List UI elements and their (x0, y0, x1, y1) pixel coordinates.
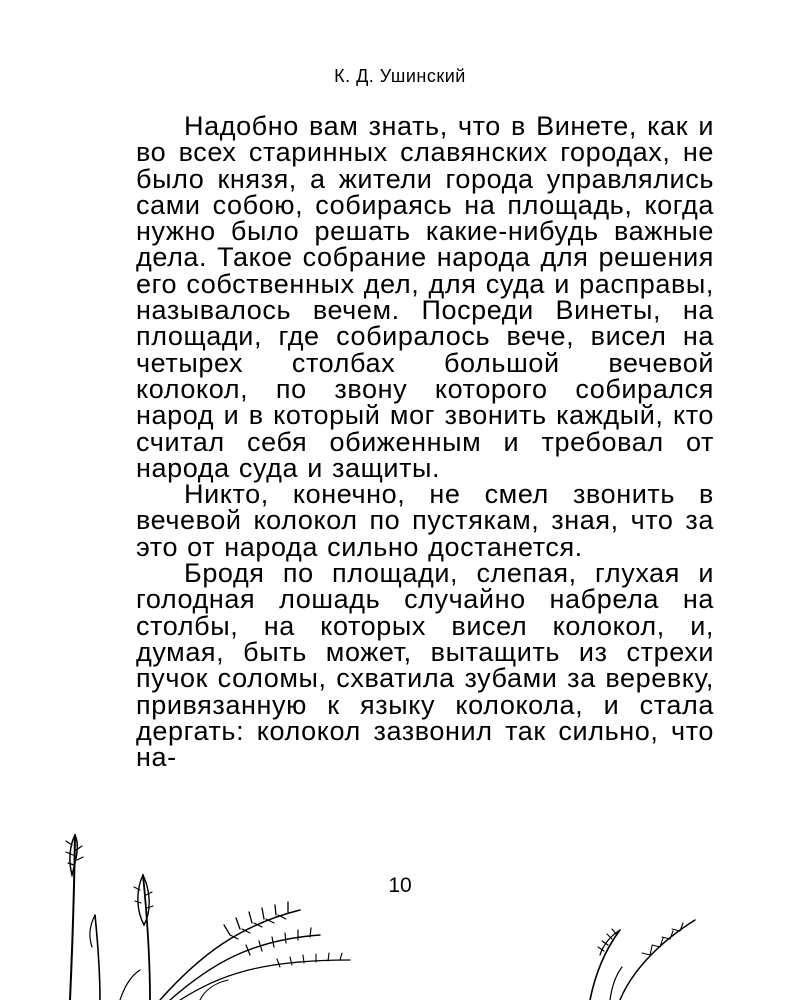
text-body (136, 111, 714, 773)
grass-illustration-left (0, 815, 380, 1000)
grass-illustration-right (560, 905, 720, 1000)
paragraph-1: Надобно вам знать, что в Винете, как и во всех старинных славянских городах, не было князя, а жители города управлялись сами собою, собираясь на площадь, когда нужно было решать какие-нибудь важные дела. Такое собрание народа для решения его собственных дел, для суда и расправы, называлось вечем. Посреди Винеты, на площади, где собиралось вече, висел на четырех столбах большой вечевой колокол, по звону которого собирался народ и в который мог звонить каждый, кто считал себя обиженным и требовал от народа суда и защиты. (136, 111, 714, 483)
page-number: 10 (388, 874, 412, 897)
paragraph-3: Бродя по площади, слепая, глухая и голодная лошадь случайно набрела на столбы, на которых висел колокол, и, думая, быть может, вытащить из стрехи пучок соломы, схватила зубами за веревку, привязанную к языку колокола, и стала дергать: колокол зазвонил так сильно, что на- (136, 558, 714, 773)
running-header-author: К. Д. Ушинский (334, 66, 466, 86)
paragraph-2: Никто, конечно, не смел звонить в вечевой колокол по пустякам, зная, что за это от народа сильно достанется. (136, 479, 714, 562)
